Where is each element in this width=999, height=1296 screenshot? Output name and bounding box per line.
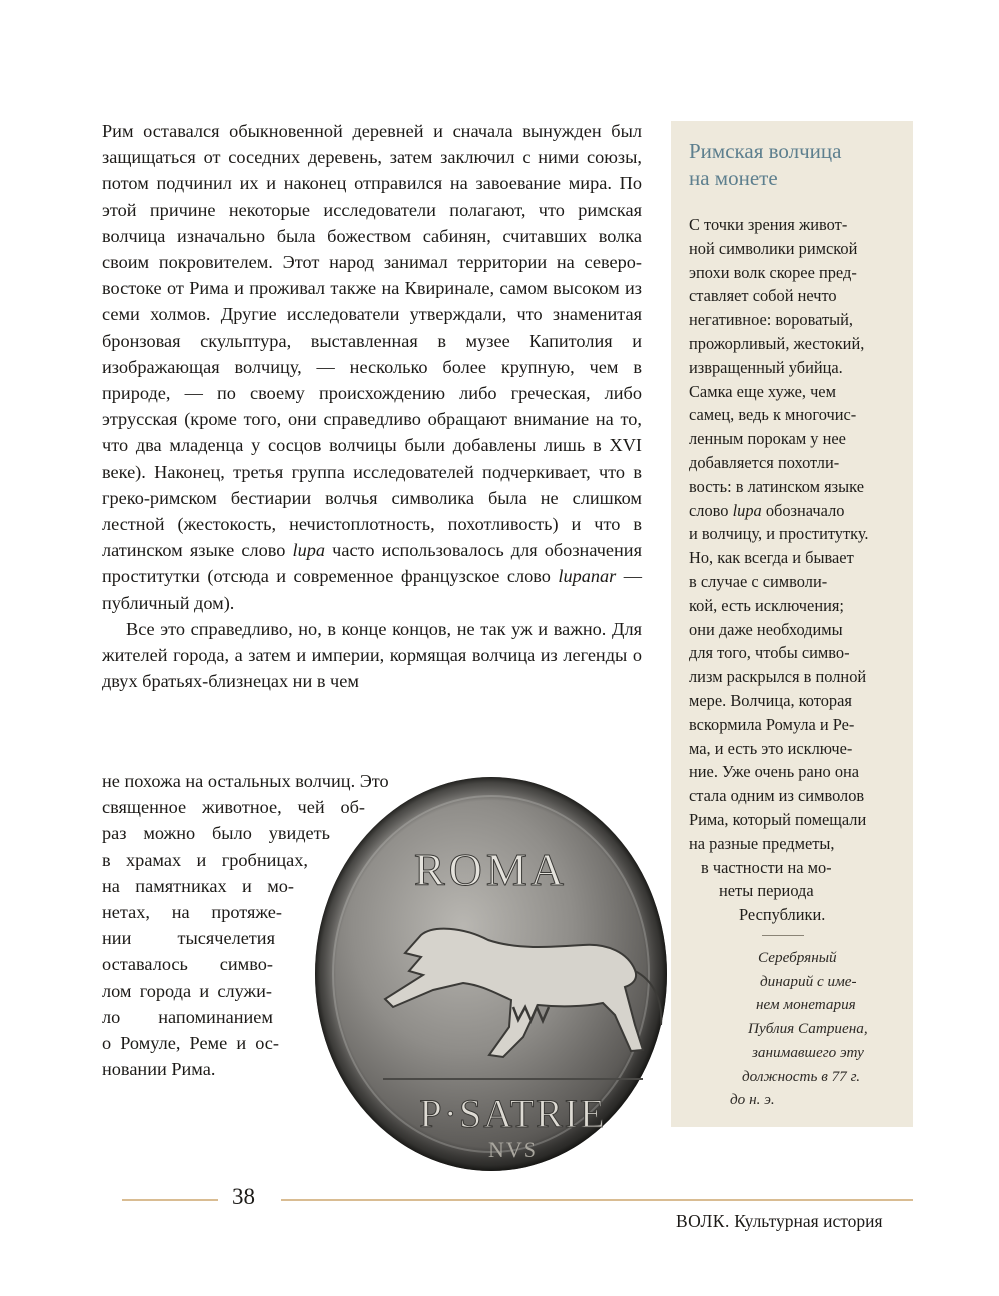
caption-divider [762, 935, 804, 936]
sidebar-body-line: Республики. [739, 905, 826, 925]
sidebar-body-line: ма, и есть это исключе- [689, 738, 853, 758]
sidebar-body-line: на разные предметы, [689, 833, 835, 853]
caption-line: Публия Сатриена, [748, 1020, 868, 1038]
coin-image [313, 775, 669, 1173]
footer-rule-left [122, 1199, 218, 1201]
wrapped-line: ло напоминанием [102, 1006, 273, 1027]
sidebar-body-line: Но, как всегда и бывает [689, 548, 854, 568]
sidebar-body-line: эпохи волк скорее пред- [689, 262, 857, 282]
sidebar-body-line: для того, чтобы симво- [689, 643, 850, 663]
sidebar-body-line: вость: в латинском языке [689, 476, 864, 496]
paragraph-1-part-1: Рим оставался обыкновенной деревней и сначала вынужден был защищаться от соседних деревень, затем заключил с ними союзы, потом подчинил их и наконец отправился на завоевание мира. По этой причине некоторые исследователи полагают, что римская волчица изначально была божеством сабинян, считавших волка своим покровителем. Этот народ занимал территории на северо-востоке от Рима и проживал также на Квиринале, самом высоком из семи холмов. Другие исследователи утверждали, что знаменитая бронзовая скульптура, выставленная в музее Капитолия и изображающая волчицу, — несколько более крупную, чем в природе, — по своему происхождению либо греческая, либо этрусская (кроме того, они справедливо обращают внимание на то, что два младенца у сосцов волчицы были добавлены лишь в XVI веке). Наконец, третья группа исследователей подчеркивает, что в греко-римском бестиарии волчья символика была не слишком лестной (жестокость, нечистоплотность, похотливость) и что в латинском языке слово [102, 121, 642, 561]
sidebar-body-line: самец, ведь к многочис- [689, 405, 857, 425]
running-title [676, 1208, 883, 1234]
coin-legend-satrie: P·SATRIE [419, 1091, 607, 1136]
wrapped-line: оставалось симво- [102, 954, 273, 975]
caption-line: должность в 77 г. [742, 1067, 861, 1085]
term-lupa: lupa [292, 540, 326, 561]
sidebar-body-line: мере. Волчица, которая [689, 690, 852, 710]
sidebar-body-line: они даже необходимы [689, 619, 843, 639]
paragraph-1 [102, 118, 642, 616]
wrapped-line: нии тысячелетия [102, 928, 275, 949]
footer-rule-right [281, 1199, 913, 1201]
caption-line: динарий с име- [760, 972, 857, 990]
sidebar-body-line: кой, есть исключения; [689, 595, 844, 615]
sidebar-body-line: Рима, который помещали [689, 809, 867, 829]
wrapped-line: не похожа на остальных волчиц. Это [102, 771, 389, 791]
wrapped-line: новании Рима. [102, 1059, 216, 1080]
sidebar-body-line: ставляет собой нечто [689, 286, 837, 306]
paragraph-1-part-2: часто использовалось для обозначения проститутки (отсюда и современное французское слово [102, 540, 642, 587]
sidebar-body-line: в частности на мо- [701, 857, 832, 877]
sidebar-body-line: лизм раскрылся в полной [689, 667, 867, 687]
sidebar-body-line: Самка еще хуже, чем [689, 381, 836, 401]
page-number: 38 [232, 1184, 255, 1209]
sidebar-title-line: Римская волчица [689, 139, 842, 163]
sidebar-body-line: слово lupa обозначало [689, 500, 845, 520]
sidebar-body-line: ной символики римской [689, 238, 858, 258]
wrapped-line: священное животное, чей об- [102, 797, 365, 818]
caption-line: занимавшего эту [752, 1043, 864, 1061]
sidebar-body-line: добавляется похотли- [689, 452, 840, 472]
sidebar-body-line: негативное: вороватый, [689, 310, 854, 330]
paragraph-1-part-3: — публичный дом). [102, 566, 642, 613]
main-text-column [102, 118, 642, 694]
sidebar-body-line: вскормила Ромула и Ре- [689, 714, 855, 734]
sidebar-body-line: С точки зрения живот- [689, 215, 848, 234]
coin-caption [718, 946, 903, 1112]
sidebar-body-line: в случае с символи- [689, 571, 828, 591]
wrapped-line: на памятниках и мо- [102, 875, 294, 896]
wrapped-line: лом города и служи- [102, 980, 272, 1001]
caption-line: нем монетария [756, 996, 856, 1014]
sidebar-title-line: на монете [689, 166, 778, 190]
sidebar-body-line: прожорливый, жестокий, [689, 333, 865, 353]
sidebar-title [689, 138, 904, 192]
sidebar-body [689, 213, 901, 927]
sidebar-body-line: извращенный убийца. [689, 357, 843, 377]
wrapped-line: в храмах и гробницах, [102, 849, 308, 870]
coin-legend-roma: ROMA [413, 844, 569, 895]
sidebar-body-line: неты периода [719, 881, 814, 901]
paragraph-2: Все это справедливо, но, в конце концов, не так уж и важно. Для жителей города, а затем и империи, кормящая волчица из легенды о двух братьях-близнецах ни в чем [102, 618, 642, 692]
sidebar-body-line: ние. Уже очень рано она [689, 762, 860, 782]
caption-line: до н. э. [730, 1091, 775, 1109]
coin-legend-partial: NVS [487, 1137, 539, 1162]
sidebar-body-line: стала одним из символов [689, 786, 865, 806]
sidebar-body-line: и волчицу, и проститутку. [689, 524, 869, 544]
wrapped-line: нетах, на протяже- [102, 902, 282, 923]
wrapped-line: раз можно было увидеть [102, 823, 330, 844]
caption-line: Серебряный [758, 949, 837, 966]
running-title-rest: Культурная история [734, 1211, 883, 1231]
sidebar-body-line: ленным порокам у нее [689, 429, 846, 449]
running-title-caps: ВОЛК. [676, 1211, 730, 1231]
term-lupanar: lupanar [558, 566, 617, 587]
wrapped-line: о Ромуле, Реме и ос- [102, 1033, 279, 1054]
